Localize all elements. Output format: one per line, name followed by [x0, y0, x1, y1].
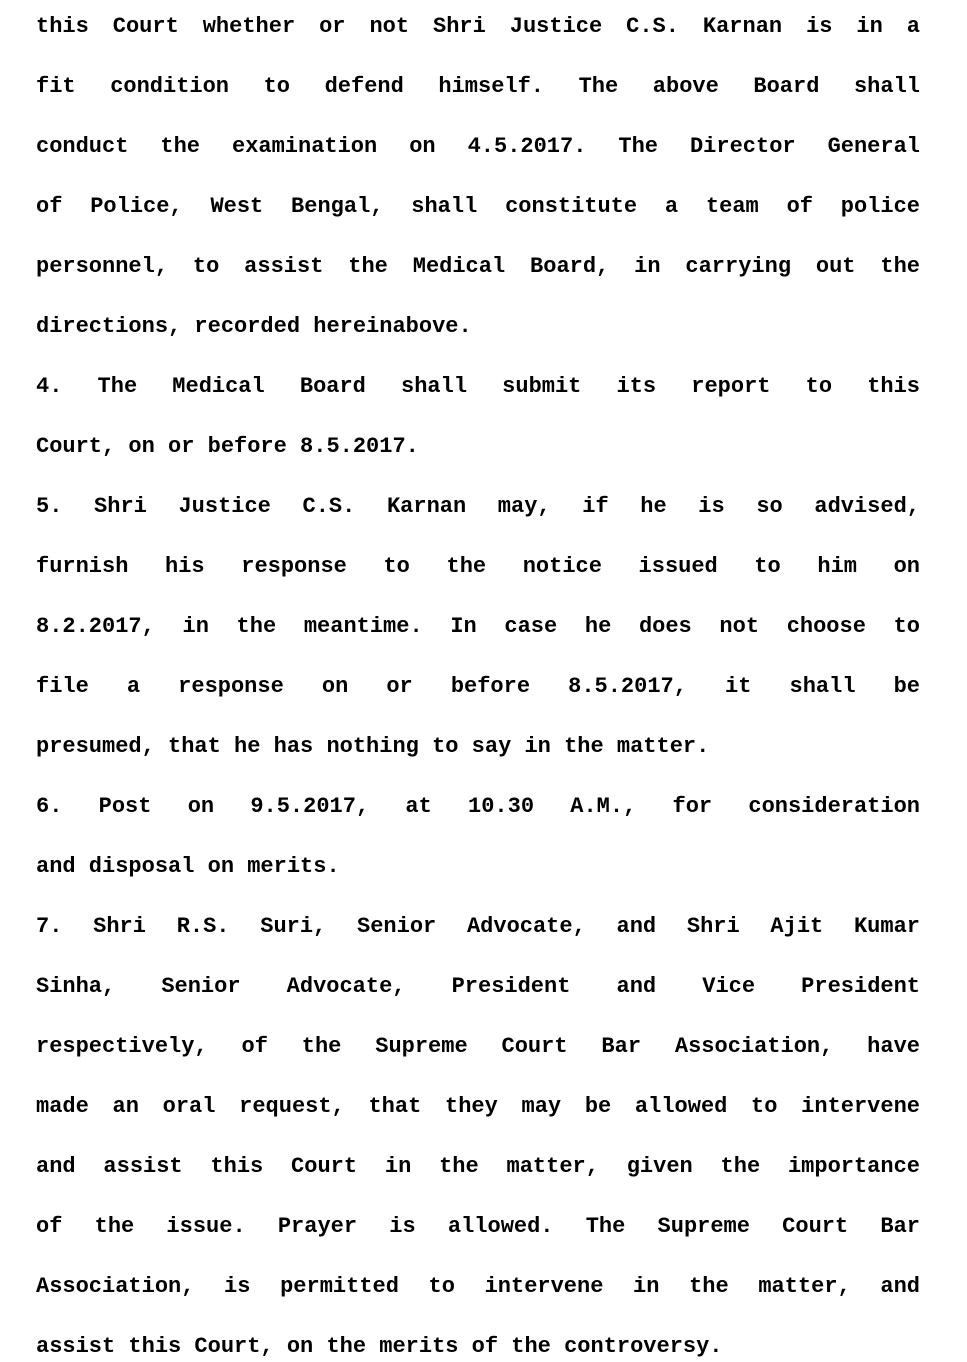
text-line: presumed, that he has nothing to say in the matter. — [36, 734, 710, 759]
text-line: furnish his response to the notice issued to him on — [36, 554, 920, 579]
text-line: fit condition to defend himself. The above Board shall — [36, 74, 920, 99]
paragraph-6-line: 6. Post on 9.5.2017, at 10.30 A.M., for consideration — [36, 794, 920, 819]
text-line: Sinha, Senior Advocate, President and Vice President — [36, 974, 920, 999]
text-line: 8.2.2017, in the meantime. In case he does not choose to — [36, 614, 920, 639]
text-line: directions, recorded hereinabove. — [36, 314, 472, 339]
text-line: Court, on or before 8.5.2017. — [36, 434, 419, 459]
text-line: assist this Court, on the merits of the controversy. — [36, 1334, 723, 1359]
text-line: made an oral request, that they may be allowed to intervene — [36, 1094, 920, 1119]
text-line: and disposal on merits. — [36, 854, 340, 879]
text-line: file a response on or before 8.5.2017, it shall be — [36, 674, 920, 699]
text-line: and assist this Court in the matter, given the importance — [36, 1154, 920, 1179]
text-line: of Police, West Bengal, shall constitute a team of police — [36, 194, 920, 219]
text-line: respectively, of the Supreme Court Bar Association, have — [36, 1034, 920, 1059]
paragraph-5-line: 5. Shri Justice C.S. Karnan may, if he is so advised, — [36, 494, 920, 519]
paragraph-7-line: 7. Shri R.S. Suri, Senior Advocate, and Shri Ajit Kumar — [36, 914, 920, 939]
text-line: personnel, to assist the Medical Board, in carrying out the — [36, 254, 920, 279]
text-line: Association, is permitted to intervene in the matter, and — [36, 1274, 920, 1299]
text-line: of the issue. Prayer is allowed. The Supreme Court Bar — [36, 1214, 920, 1239]
text-line: conduct the examination on 4.5.2017. The Director General — [36, 134, 920, 159]
text-line: this Court whether or not Shri Justice C.S. Karnan is in a — [36, 14, 920, 39]
paragraph-4-line: 4. The Medical Board shall submit its report to this — [36, 374, 920, 399]
